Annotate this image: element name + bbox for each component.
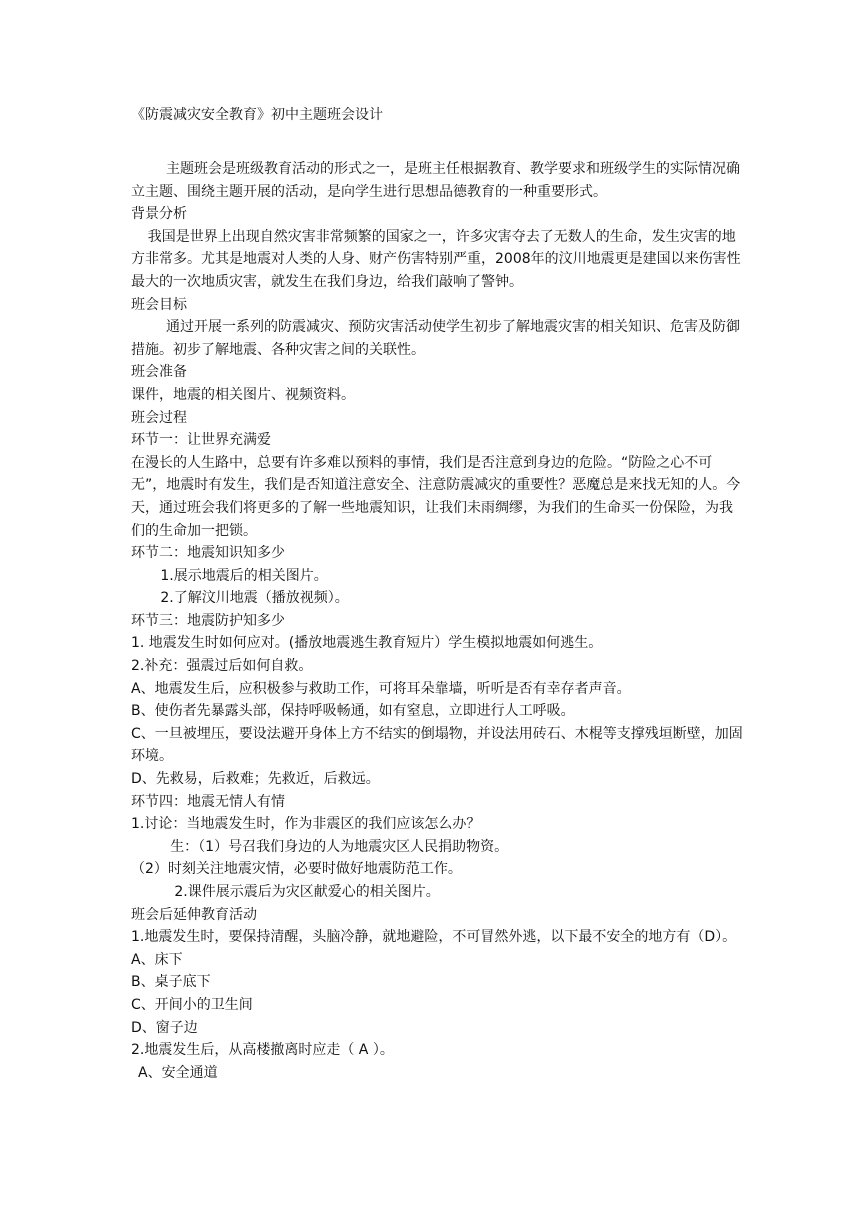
process-heading: 班会过程 bbox=[131, 409, 187, 426]
segment3-item: 1. 地震发生时如何应对。(播放地震逃生教育短片）学生模拟地震如何逃生。 bbox=[131, 635, 603, 652]
segment1-heading: 环节一：让世界充满爱 bbox=[131, 432, 271, 449]
segment4-item: 1.讨论：当地震发生时，作为非震区的我们应该怎么办？ bbox=[131, 816, 481, 833]
question-1-option: A、床下 bbox=[131, 951, 183, 968]
segment3-item: 2.补充：强震过后如何自救。 bbox=[131, 658, 313, 675]
question-1-option: B、桌子底下 bbox=[131, 974, 211, 991]
background-paragraph: 我国是世界上出现自然灾害非常频繁的国家之一，许多灾害夺去了无数人的生命，发生灾害的地方非常多。尤其是地震对人类的人身、财产伤害特别严重，2008年的汶川地震更是建国以来伤害性最大的一次地质灾害，就发生在我们身边，给我们敲响了警钟。 bbox=[131, 228, 741, 290]
question-2: 2.地震发生后，从高楼撤离时应走（ A ）。 bbox=[131, 1042, 394, 1059]
goal-paragraph: 通过开展一系列的防震减灾、预防灾害活动使学生初步了解地震灾害的相关知识、危害及防御措施。初步了解地震、各种灾害之间的关联性。 bbox=[131, 319, 740, 358]
background-heading: 背景分析 bbox=[131, 206, 187, 223]
segment1-paragraph: 在漫长的人生路中，总要有许多难以预料的事情，我们是否注意到身边的危险。“防险之心不可无”，地震时有发生，我们是否知道注意安全、注意防震减灾的重要性？恶魔总是来找无知的人。今天，通过班会我们将更多的了解一些地震知识，让我们未雨绸缪，为我们的生命买一份保险，为我们的生命加一把锁。 bbox=[131, 454, 741, 539]
segment4-answer: （2）时刻关注地震灾情，必要时做好地震防范工作。 bbox=[131, 861, 462, 878]
segment4-heading: 环节四：地震无情人有情 bbox=[131, 793, 285, 810]
segment4-item: 2.课件展示震后为灾区献爱心的相关图片。 bbox=[174, 884, 440, 900]
preparation-text: 课件，地震的相关图片、视频资料。 bbox=[131, 386, 355, 403]
segment3-subitem-a: A、地震发生后，应积极参与救助工作，可将耳朵靠墙，听听是否有幸存者声音。 bbox=[131, 680, 631, 697]
extension-heading: 班会后延伸教育活动 bbox=[131, 906, 257, 923]
preparation-heading: 班会准备 bbox=[131, 364, 187, 381]
question-1-option: C、开间小的卫生间 bbox=[131, 996, 253, 1013]
intro-paragraph: 主题班会是班级教育活动的形式之一，是班主任根据教育、教学要求和班级学生的实际情况确立主题、围绕主题开展的活动，是向学生进行思想品德教育的一种重要形式。 bbox=[131, 161, 740, 200]
segment2-item: 2.了解汶川地震（播放视频）。 bbox=[160, 590, 349, 607]
question-2-option: A、安全通道 bbox=[138, 1064, 218, 1081]
segment3-subitem-d: D、先救易，后救难；先救近，后救远。 bbox=[131, 771, 380, 788]
goal-heading: 班会目标 bbox=[131, 296, 187, 313]
segment3-heading: 环节三：地震防护知多少 bbox=[131, 612, 285, 629]
segment3-subitem-b: B、使伤者先暴露头部，保持呼吸畅通，如有窒息，立即进行人工呼吸。 bbox=[131, 703, 575, 720]
segment3-subitem-c: C、一旦被埋压，要设法避开身体上方不结实的倒塌物，并设法用砖石、木棍等支撑残垣断壁，加固环境。 bbox=[131, 725, 743, 765]
document-title: 《防震减灾安全教育》初中主题班会设计 bbox=[131, 107, 383, 123]
question-1: 1.地震发生时，要保持清醒，头脑冷静，就地避险，不可冒然外逃，以下最不安全的地方有（D）。 bbox=[131, 929, 737, 946]
segment2-item: 1.展示地震后的相关图片。 bbox=[160, 567, 328, 584]
segment2-heading: 环节二：地震知识知多少 bbox=[131, 545, 285, 562]
segment4-answer: 生：（1）号召我们身边的人为地震灾区人民捐助物资。 bbox=[170, 838, 509, 855]
question-1-option: D、窗子边 bbox=[131, 1019, 198, 1036]
